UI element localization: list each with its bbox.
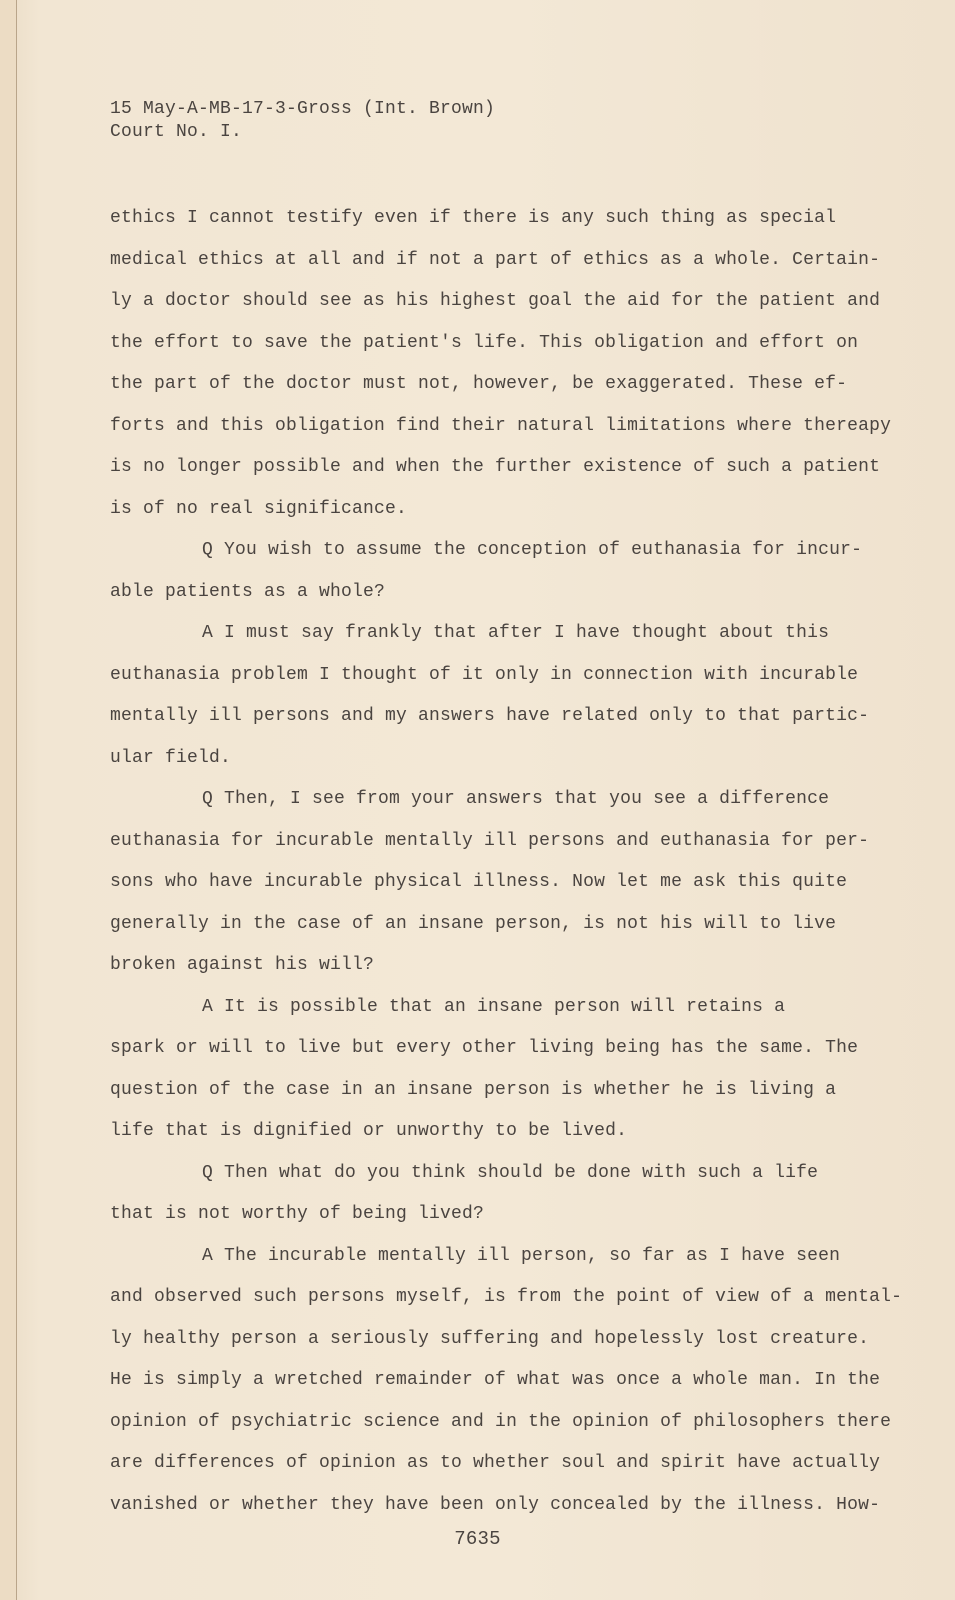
transcript-line: able patients as a whole?	[110, 581, 386, 602]
transcript-line: is no longer possible and when the further existence of such a patient	[110, 457, 881, 477]
transcript-line: sons who have incurable physical illness. Now let me ask this quite	[110, 872, 848, 892]
transcript-line: question of the case in an insane person is whether he is living a	[110, 1079, 837, 1100]
question-line: Q You wish to assume the conception of euthanasia for incur-	[202, 540, 863, 560]
question-line: Q Then, I see from your answers that you see a difference	[202, 789, 830, 809]
transcript-line: life that is dignified or unworthy to be lived.	[110, 1121, 628, 1141]
transcript-line: opinion of psychiatric science and in the opinion of philosophers there	[110, 1411, 892, 1432]
transcript-line: medical ethics at all and if not a part of ethics as a whole. Certain-	[110, 249, 881, 270]
transcript-line: and observed such persons myself, is from the point of view of a mental-	[110, 1287, 903, 1307]
transcript-line: ly a doctor should see as his highest goal the aid for the patient and	[110, 291, 881, 311]
page-left-edge	[0, 0, 17, 1600]
transcript-line: is of no real significance.	[110, 498, 408, 519]
transcript-line: euthanasia for incurable mentally ill persons and euthanasia for per-	[110, 830, 870, 851]
transcript-line: euthanasia problem I thought of it only in connection with incurable	[110, 664, 859, 685]
transcript-line: ly healthy person a seriously suffering and hopelessly lost creature.	[110, 1328, 870, 1349]
transcript-line: the effort to save the patient's life. This obligation and effort on	[110, 332, 859, 353]
page-number: 7635	[454, 1528, 501, 1550]
transcript-line: the part of the doctor must not, however, be exaggerated. These ef-	[110, 374, 848, 394]
transcript-line: generally in the case of an insane person, is not his will to live	[110, 913, 837, 934]
transcript-line: that is not worthy of being lived?	[110, 1204, 485, 1224]
transcript-line: broken against his will?	[110, 955, 375, 975]
header-case-line: 15 May-A-MB-17-3-Gross (Int. Brown)	[110, 99, 496, 119]
document-header	[110, 98, 495, 144]
transcript-body	[110, 198, 903, 1526]
transcript-line: ethics I cannot testify even if there is any such thing as special	[110, 208, 837, 228]
transcript-line: are differences of opinion as to whether soul and spirit have actually	[110, 1453, 881, 1473]
transcript-line: vanished or whether they have been only concealed by the illness. How-	[110, 1494, 881, 1515]
transcript-line: ular field.	[110, 747, 232, 768]
transcript-line: spark or will to live but every other living being has the same. The	[110, 1038, 859, 1058]
answer-line: A I must say frankly that after I have thought about this	[202, 623, 830, 643]
transcript-line: mentally ill persons and my answers have related only to that partic-	[110, 706, 870, 726]
answer-line: A The incurable mentally ill person, so far as I have seen	[202, 1245, 841, 1266]
transcript-line: forts and this obligation find their natural limitations where thereapy	[110, 415, 892, 436]
answer-line: A It is possible that an insane person will retains a	[202, 996, 786, 1017]
header-court-line: Court No. I.	[110, 122, 243, 142]
question-line: Q Then what do you think should be done with such a life	[202, 1162, 819, 1183]
transcript-line: He is simply a wretched remainder of what was once a whole man. In the	[110, 1370, 881, 1390]
